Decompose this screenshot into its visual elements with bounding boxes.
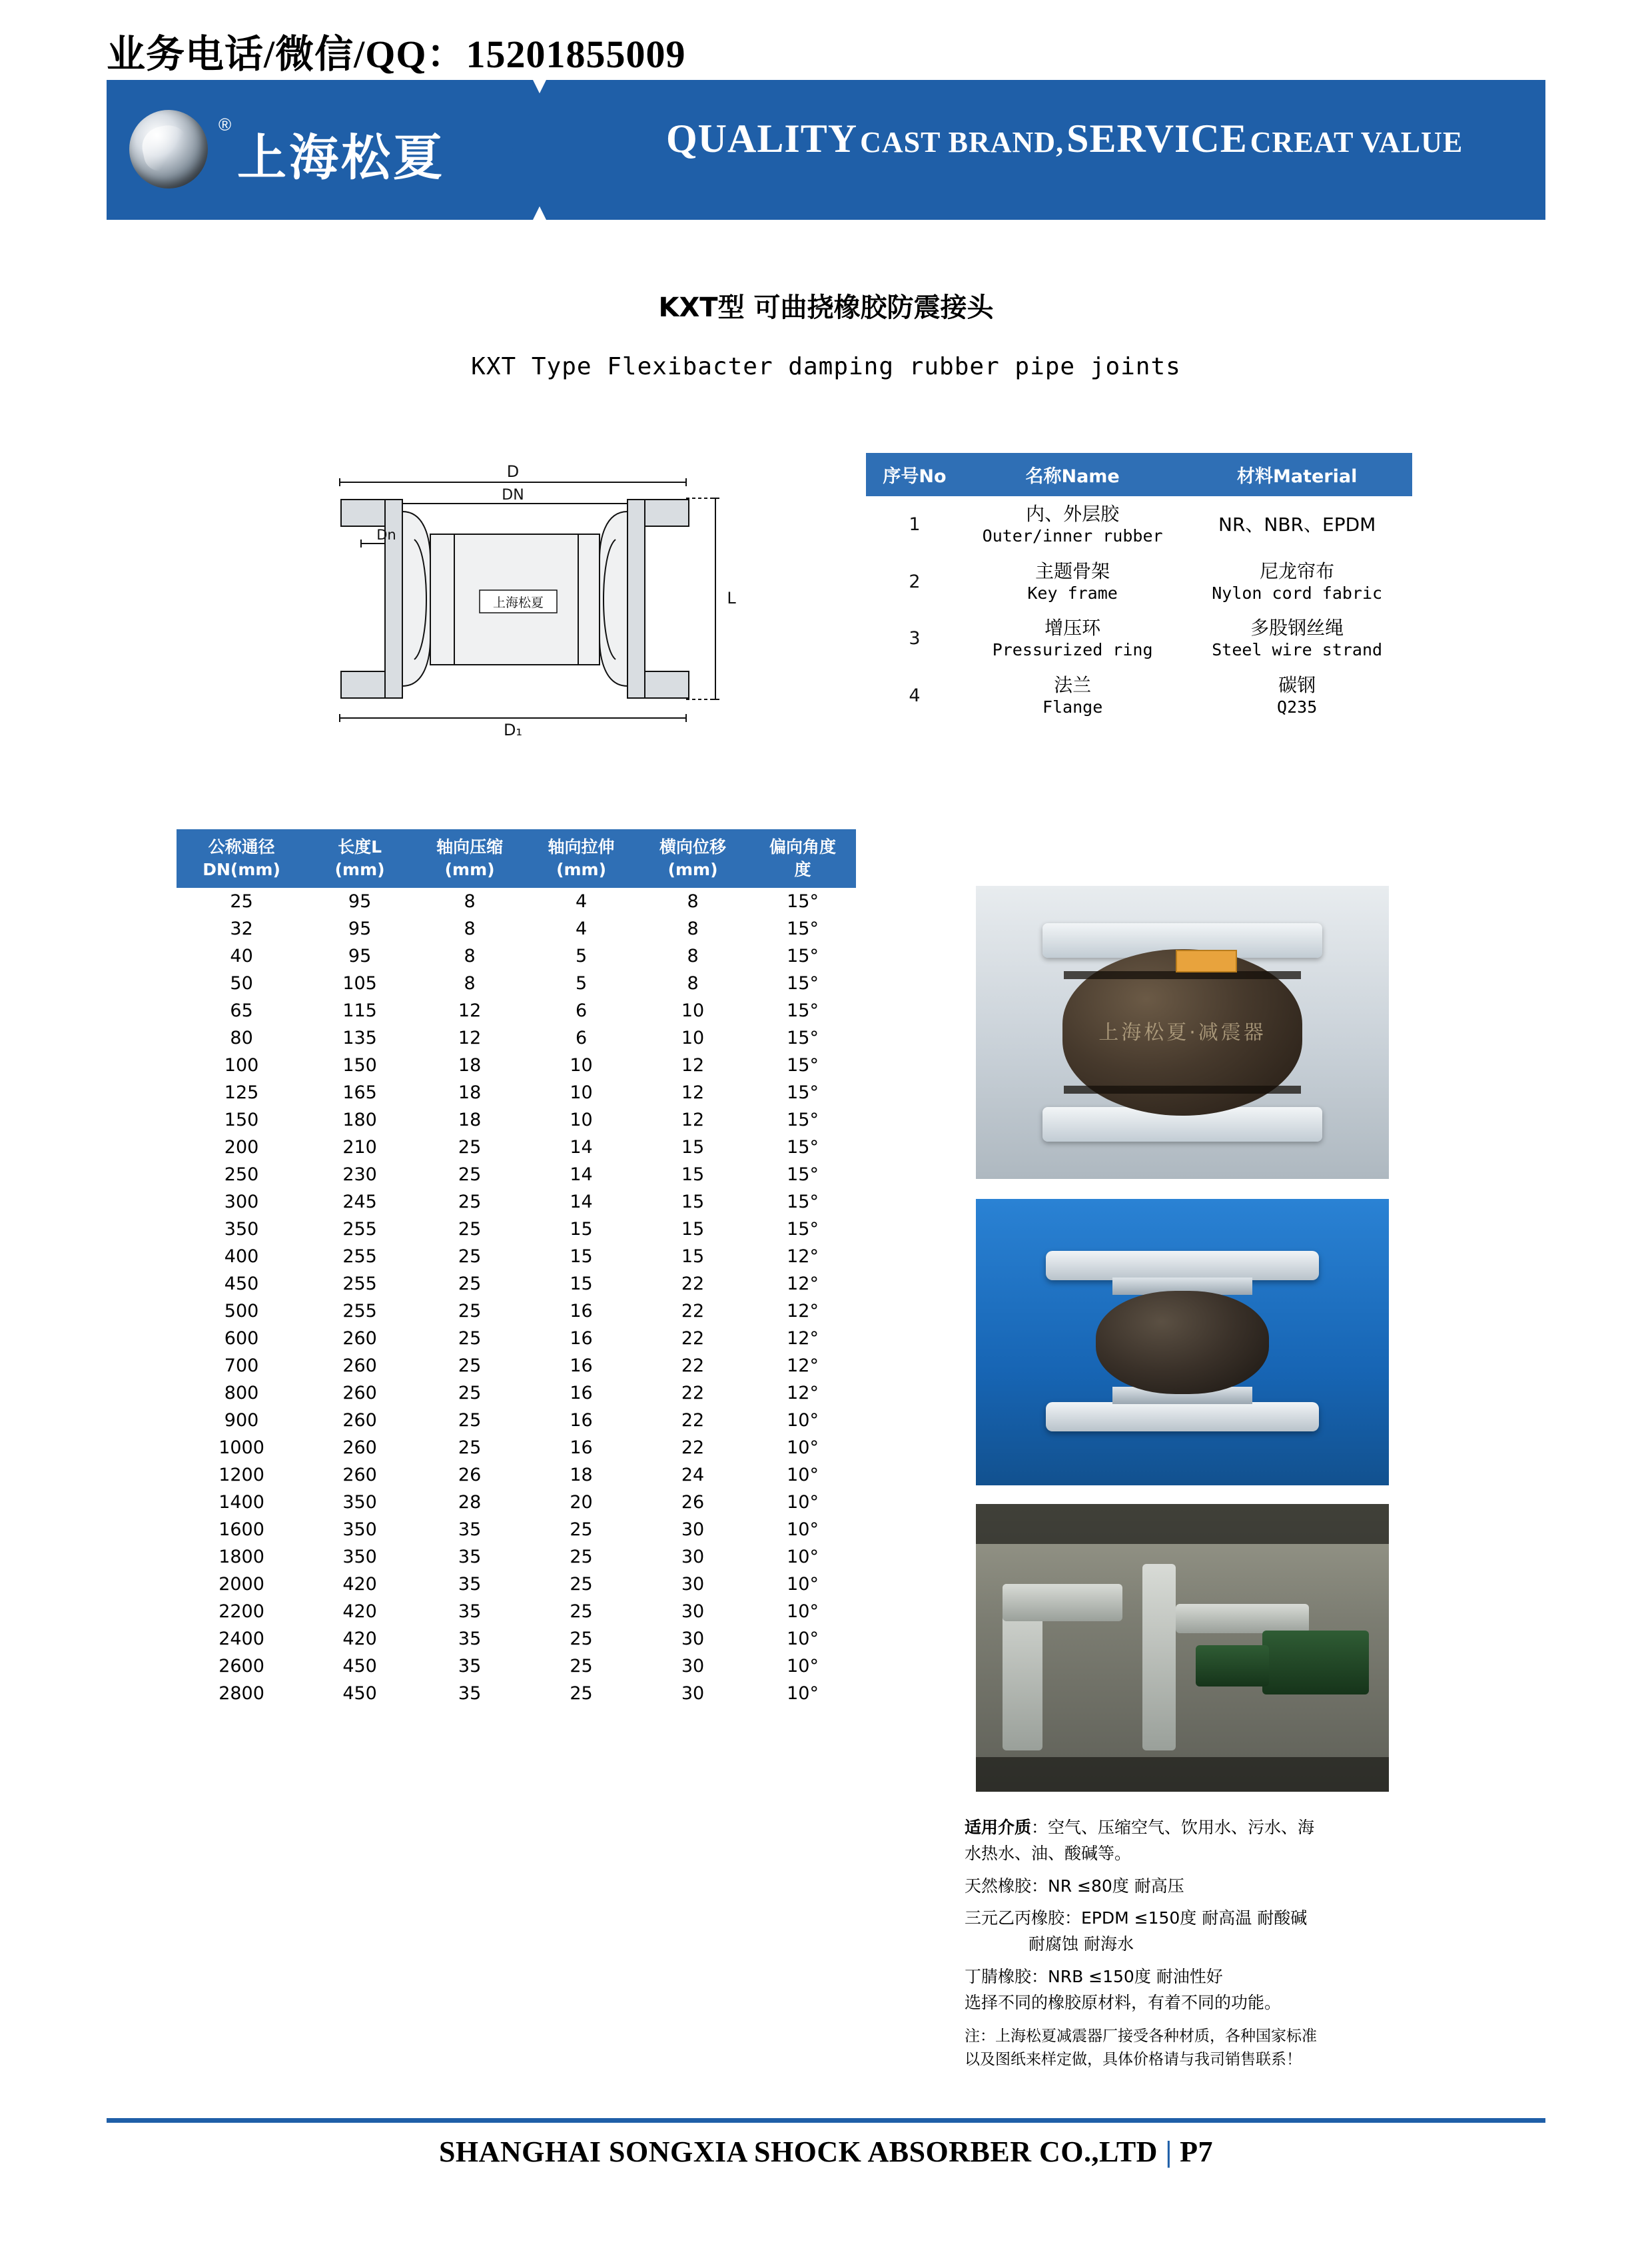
spec-cell-dn: 40 (230, 945, 253, 966)
spec-cell-deflection-angle: 10° (787, 1628, 819, 1649)
spec-cell-dn: 300 (224, 1191, 259, 1212)
svg-text:D: D (506, 462, 520, 481)
table-row (177, 1270, 856, 1298)
spec-cell-axial-compression: 25 (458, 1300, 482, 1321)
header-slogan-block (546, 80, 1545, 220)
spec-cell-dn: 1000 (218, 1437, 264, 1458)
spec-cell-axial-compression: 25 (458, 1273, 482, 1294)
spec-cell-deflection-angle: 12° (787, 1327, 819, 1349)
spec-cell-axial-compression: 25 (458, 1246, 482, 1267)
spec-cell-lateral-displacement: 30 (681, 1519, 705, 1540)
material-table (866, 453, 1412, 724)
spec-cell-length: 420 (342, 1628, 377, 1649)
note-nbr: 丁腈橡胶：NRB ≤150度 耐油性好 (965, 1966, 1223, 1986)
spec-cell-deflection-angle: 15° (787, 1054, 819, 1076)
spec-cell-lateral-displacement: 26 (681, 1491, 705, 1513)
spec-cell-axial-compression: 35 (458, 1682, 482, 1704)
note-material-choice: 选择不同的橡胶原材料，有着不同的功能。 (965, 1992, 1282, 2012)
spec-cell-deflection-angle: 10° (787, 1437, 819, 1458)
table-row (867, 610, 1412, 667)
table-row (177, 1489, 856, 1516)
spec-cell-deflection-angle: 10° (787, 1464, 819, 1485)
spec-cell-axial-tension: 16 (570, 1382, 593, 1403)
spec-cell-deflection-angle: 10° (787, 1409, 819, 1431)
spec-cell-length: 350 (342, 1491, 377, 1513)
spec-cell-length: 350 (342, 1519, 377, 1540)
spec-cell-axial-tension: 25 (570, 1519, 593, 1540)
spec-cell-axial-tension: 16 (570, 1409, 593, 1431)
spec-header-row (177, 829, 856, 888)
spec-cell-axial-compression: 25 (458, 1382, 482, 1403)
spec-cell-axial-tension: 25 (570, 1601, 593, 1622)
spec-cell-lateral-displacement: 30 (681, 1573, 705, 1595)
note-epdm: 三元乙丙橡胶：EPDM ≤150度 耐高温 耐酸碱 (965, 1908, 1308, 1928)
specification-table (177, 829, 856, 1707)
material-header-no: 序号No (867, 454, 963, 496)
table-row (177, 1625, 856, 1653)
spec-cell-length: 420 (342, 1601, 377, 1622)
spec-cell-lateral-displacement: 12 (681, 1054, 705, 1076)
spec-cell-axial-compression: 25 (458, 1164, 482, 1185)
spec-cell-lateral-displacement: 8 (687, 891, 699, 912)
spec-cell-lateral-displacement: 30 (681, 1546, 705, 1567)
table-row (177, 1216, 856, 1243)
slogan-cast-brand: CAST BRAND, (860, 126, 1064, 159)
spec-cell-deflection-angle: 15° (787, 1000, 819, 1021)
spec-cell-lateral-displacement: 22 (681, 1327, 705, 1349)
spec-cell-dn: 2000 (218, 1573, 264, 1595)
spec-cell-length: 450 (342, 1655, 377, 1677)
table-row (177, 1161, 856, 1188)
note-epdm-cont: 耐腐蚀 耐海水 (1029, 1934, 1134, 1954)
spec-cell-lateral-displacement: 10 (681, 1027, 705, 1048)
spec-cell-length: 260 (342, 1437, 377, 1458)
spec-cell-lateral-displacement: 30 (681, 1655, 705, 1677)
spec-cell-length: 450 (342, 1682, 377, 1704)
slogan-quality: QUALITY (666, 117, 858, 161)
table-row (177, 1325, 856, 1352)
spec-cell-axial-compression: 25 (458, 1355, 482, 1376)
spec-cell-axial-tension: 4 (575, 918, 588, 939)
spec-cell-length: 260 (342, 1327, 377, 1349)
spec-header-deflection-angle: 偏向角度 度 (749, 829, 856, 888)
note-nr: 天然橡胶：NR ≤80度 耐高压 (965, 1876, 1184, 1896)
brand-name-cn: 上海松夏 (237, 129, 445, 187)
spec-cell-deflection-angle: 15° (787, 891, 819, 912)
oil-resistant-tag (1176, 950, 1237, 972)
material-name-cn: 法兰 (1054, 673, 1092, 696)
spec-cell-lateral-displacement: 22 (681, 1409, 705, 1431)
spec-cell-dn: 800 (224, 1382, 259, 1403)
material-header-name: 名称Name (963, 454, 1182, 496)
note-media-text: ：空气、压缩空气、饮用水、污水、海 (1031, 1818, 1315, 1837)
spec-cell-lateral-displacement: 22 (681, 1273, 705, 1294)
material-row-no: 3 (909, 628, 921, 649)
spec-cell-deflection-angle: 15° (787, 1136, 819, 1158)
spec-cell-axial-compression: 35 (458, 1573, 482, 1595)
spec-cell-length: 255 (342, 1300, 377, 1321)
spec-cell-axial-tension: 18 (570, 1464, 593, 1485)
spec-cell-dn: 700 (224, 1355, 259, 1376)
spec-cell-dn: 2400 (218, 1628, 264, 1649)
spec-cell-length: 260 (342, 1382, 377, 1403)
table-row (177, 970, 856, 997)
spec-cell-axial-tension: 15 (570, 1218, 593, 1240)
material-row-no: 1 (909, 514, 921, 536)
spec-cell-axial-compression: 12 (458, 1000, 482, 1021)
spec-cell-dn: 900 (224, 1409, 259, 1431)
pump-room-installation-photo (976, 1504, 1389, 1792)
spec-cell-lateral-displacement: 10 (681, 1000, 705, 1021)
spec-cell-axial-tension: 20 (570, 1491, 593, 1513)
note-media-label: 适用介质 (965, 1818, 1032, 1837)
spec-cell-axial-tension: 14 (570, 1191, 593, 1212)
material-value-cn: 尼龙帘布 (1260, 560, 1335, 582)
spec-cell-axial-tension: 10 (570, 1109, 593, 1130)
note-custom-1: 注：上海松夏减震器厂接受各种材质，各种国家标准 (965, 2028, 1317, 2046)
slogan (666, 116, 1463, 162)
spec-cell-lateral-displacement: 22 (681, 1437, 705, 1458)
table-row (177, 1571, 856, 1598)
page-title-en: KXT Type Flexibacter damping rubber pipe joints (471, 353, 1181, 380)
spec-cell-deflection-angle: 10° (787, 1491, 819, 1513)
spec-cell-dn: 600 (224, 1327, 259, 1349)
rubber-joint-blue-background-photo (976, 1199, 1389, 1485)
table-row (177, 915, 856, 942)
table-row (177, 1079, 856, 1106)
spec-cell-lateral-displacement: 15 (681, 1218, 705, 1240)
spec-cell-deflection-angle: 12° (787, 1355, 819, 1376)
spec-cell-axial-compression: 8 (464, 891, 476, 912)
application-notes (965, 1815, 1418, 2071)
spec-cell-length: 260 (342, 1464, 377, 1485)
spec-cell-axial-tension: 25 (570, 1682, 593, 1704)
material-row-no: 4 (909, 685, 921, 706)
svg-text:D₁: D₁ (503, 721, 523, 739)
spec-cell-axial-tension: 5 (575, 972, 588, 994)
contact-phone-line: 业务电话/微信/QQ：15201855009 (107, 33, 686, 76)
product-technical-drawing (313, 460, 753, 746)
spec-cell-lateral-displacement: 22 (681, 1355, 705, 1376)
spec-cell-lateral-displacement: 30 (681, 1682, 705, 1704)
spec-cell-length: 350 (342, 1546, 377, 1567)
spec-cell-length: 255 (342, 1273, 377, 1294)
table-row (177, 1434, 856, 1461)
spec-cell-deflection-angle: 10° (787, 1546, 819, 1567)
spec-cell-length: 245 (342, 1191, 377, 1212)
spec-cell-dn: 125 (224, 1082, 259, 1103)
spec-cell-lateral-displacement: 15 (681, 1246, 705, 1267)
table-row (867, 496, 1412, 554)
spec-cell-deflection-angle: 15° (787, 1109, 819, 1130)
spec-header-axial-compression: 轴向压缩 (mm) (413, 829, 526, 888)
spec-cell-axial-tension: 4 (575, 891, 588, 912)
material-table-header-row (867, 454, 1412, 496)
spec-cell-axial-compression: 35 (458, 1655, 482, 1677)
table-row (177, 1379, 856, 1407)
table-row (177, 1052, 856, 1079)
spec-cell-dn: 350 (224, 1218, 259, 1240)
table-row (177, 1106, 856, 1134)
slogan-creat-value: CREAT VALUE (1250, 126, 1463, 159)
note-media-line2: 水热水、油、酸碱等。 (965, 1843, 1132, 1863)
spec-cell-axial-compression: 26 (458, 1464, 482, 1485)
spec-cell-axial-tension: 16 (570, 1437, 593, 1458)
spec-cell-axial-compression: 25 (458, 1191, 482, 1212)
spec-cell-length: 105 (342, 972, 377, 994)
spec-cell-axial-tension: 10 (570, 1054, 593, 1076)
table-row (177, 942, 856, 970)
spec-cell-axial-compression: 28 (458, 1491, 482, 1513)
spec-cell-dn: 2200 (218, 1601, 264, 1622)
spec-cell-length: 115 (342, 1000, 377, 1021)
table-row (177, 1516, 856, 1543)
table-row (177, 997, 856, 1024)
material-value-en: Nylon cord fabric (1212, 583, 1383, 603)
table-row (867, 554, 1412, 611)
spec-cell-dn: 50 (230, 972, 253, 994)
spec-cell-axial-tension: 16 (570, 1300, 593, 1321)
spec-cell-axial-compression: 35 (458, 1628, 482, 1649)
spec-cell-axial-compression: 18 (458, 1109, 482, 1130)
material-value-cn: NR、NBR、EPDM (1218, 514, 1376, 536)
spec-cell-lateral-displacement: 15 (681, 1191, 705, 1212)
spec-cell-dn: 2800 (218, 1682, 264, 1704)
spec-cell-dn: 80 (230, 1027, 253, 1048)
spec-cell-deflection-angle: 15° (787, 1164, 819, 1185)
spec-cell-dn: 32 (230, 918, 253, 939)
footer-divider (107, 2118, 1545, 2123)
spec-cell-axial-tension: 25 (570, 1655, 593, 1677)
spec-cell-length: 260 (342, 1355, 377, 1376)
material-header-material: 材料Material (1182, 454, 1412, 496)
spec-header-length: 长度L (mm) (306, 829, 413, 888)
table-row (177, 1653, 856, 1680)
spec-cell-axial-tension: 14 (570, 1164, 593, 1185)
material-name-en: Outer/inner rubber (982, 526, 1163, 546)
spec-cell-axial-compression: 35 (458, 1546, 482, 1567)
spec-cell-deflection-angle: 15° (787, 918, 819, 939)
footer (0, 2135, 1652, 2169)
table-row (177, 1134, 856, 1161)
spec-cell-axial-compression: 25 (458, 1437, 482, 1458)
page-number: P7 (1180, 2135, 1214, 2168)
spec-cell-lateral-displacement: 8 (687, 945, 699, 966)
photo-watermark-text: 上海松夏·减震器 (1098, 1021, 1266, 1044)
spec-cell-dn: 1200 (218, 1464, 264, 1485)
spec-cell-deflection-angle: 15° (787, 1027, 819, 1048)
spec-cell-axial-tension: 25 (570, 1546, 593, 1567)
spec-cell-axial-tension: 16 (570, 1355, 593, 1376)
spec-cell-dn: 400 (224, 1246, 259, 1267)
svg-text:Dn: Dn (376, 527, 396, 543)
spec-header-axial-tension: 轴向拉伸 (mm) (526, 829, 636, 888)
spec-cell-length: 95 (348, 891, 372, 912)
spec-cell-lateral-displacement: 30 (681, 1628, 705, 1649)
spec-header-dn: 公称通径 DN(mm) (177, 829, 306, 888)
spec-cell-axial-compression: 12 (458, 1027, 482, 1048)
svg-text:DN: DN (502, 487, 524, 504)
header-banner (107, 80, 1545, 220)
spec-cell-deflection-angle: 10° (787, 1601, 819, 1622)
spec-cell-dn: 65 (230, 1000, 253, 1021)
spec-cell-axial-tension: 6 (575, 1000, 588, 1021)
spec-cell-deflection-angle: 15° (787, 945, 819, 966)
spec-cell-dn: 1600 (218, 1519, 264, 1540)
spec-cell-deflection-angle: 15° (787, 1082, 819, 1103)
spec-cell-length: 255 (342, 1218, 377, 1240)
spec-cell-lateral-displacement: 8 (687, 972, 699, 994)
slogan-service: SERVICE (1066, 117, 1248, 161)
spec-cell-lateral-displacement: 22 (681, 1300, 705, 1321)
spec-cell-axial-compression: 25 (458, 1327, 482, 1349)
material-value-cn: 碳钢 (1278, 673, 1316, 696)
table-row (177, 1461, 856, 1489)
table-row (867, 667, 1412, 725)
table-row (177, 1298, 856, 1325)
spec-cell-length: 165 (342, 1082, 377, 1103)
note-custom-2: 以及图纸来样定做，具体价格请与我司销售联系！ (965, 2050, 1302, 2068)
spec-cell-axial-tension: 25 (570, 1573, 593, 1595)
spec-cell-axial-tension: 5 (575, 945, 588, 966)
material-value-en: Q235 (1277, 697, 1318, 717)
spec-cell-deflection-angle: 15° (787, 972, 819, 994)
spec-cell-length: 95 (348, 918, 372, 939)
material-value-cn: 多股钢丝绳 (1250, 617, 1344, 639)
footer-separator: | (1165, 2135, 1172, 2168)
svg-text:L: L (727, 589, 736, 607)
spec-cell-axial-tension: 15 (570, 1273, 593, 1294)
spec-cell-dn: 25 (230, 891, 253, 912)
spec-cell-axial-compression: 25 (458, 1218, 482, 1240)
spec-cell-lateral-displacement: 12 (681, 1109, 705, 1130)
table-row (177, 1243, 856, 1270)
spec-cell-deflection-angle: 12° (787, 1300, 819, 1321)
spec-cell-axial-tension: 14 (570, 1136, 593, 1158)
spec-cell-length: 260 (342, 1409, 377, 1431)
table-row (177, 1598, 856, 1625)
spec-cell-axial-compression: 35 (458, 1601, 482, 1622)
spec-cell-lateral-displacement: 22 (681, 1382, 705, 1403)
spec-cell-length: 95 (348, 945, 372, 966)
spec-cell-dn: 100 (224, 1054, 259, 1076)
rubber-joint-closeup-photo (976, 886, 1389, 1179)
material-name-en: Key frame (1027, 583, 1118, 603)
spec-cell-lateral-displacement: 8 (687, 918, 699, 939)
spec-cell-axial-tension: 16 (570, 1327, 593, 1349)
header-logo-block (107, 80, 533, 220)
spec-cell-lateral-displacement: 15 (681, 1136, 705, 1158)
spec-cell-dn: 200 (224, 1136, 259, 1158)
registered-trademark-icon: ® (218, 115, 232, 135)
footer-company-name: SHANGHAI SONGXIA SHOCK ABSORBER CO.,LTD (438, 2135, 1158, 2168)
spec-cell-deflection-angle: 12° (787, 1246, 819, 1267)
spec-cell-deflection-angle: 10° (787, 1573, 819, 1595)
material-name-cn: 增压环 (1044, 617, 1101, 639)
spec-cell-deflection-angle: 10° (787, 1655, 819, 1677)
spec-cell-dn: 150 (224, 1109, 259, 1130)
spec-cell-deflection-angle: 15° (787, 1191, 819, 1212)
spec-cell-length: 150 (342, 1054, 377, 1076)
table-row (177, 1680, 856, 1707)
spec-cell-lateral-displacement: 15 (681, 1164, 705, 1185)
spec-cell-deflection-angle: 10° (787, 1682, 819, 1704)
spec-cell-axial-tension: 15 (570, 1246, 593, 1267)
spec-cell-deflection-angle: 12° (787, 1273, 819, 1294)
spec-cell-dn: 2600 (218, 1655, 264, 1677)
spec-cell-deflection-angle: 12° (787, 1382, 819, 1403)
spec-cell-dn: 500 (224, 1300, 259, 1321)
table-row (177, 1543, 856, 1571)
spec-cell-deflection-angle: 15° (787, 1218, 819, 1240)
spec-cell-axial-compression: 8 (464, 972, 476, 994)
spec-cell-axial-compression: 8 (464, 918, 476, 939)
material-name-en: Pressurized ring (992, 640, 1153, 659)
spec-cell-axial-compression: 18 (458, 1054, 482, 1076)
spec-cell-axial-tension: 25 (570, 1628, 593, 1649)
spec-cell-axial-compression: 35 (458, 1519, 482, 1540)
spec-cell-length: 420 (342, 1573, 377, 1595)
spec-cell-axial-compression: 8 (464, 945, 476, 966)
spec-cell-axial-compression: 25 (458, 1136, 482, 1158)
songxia-sphere-logo-icon (129, 110, 208, 188)
material-value-en: Steel wire strand (1212, 640, 1383, 659)
spec-cell-deflection-angle: 10° (787, 1519, 819, 1540)
spec-cell-length: 210 (342, 1136, 377, 1158)
spec-cell-axial-compression: 25 (458, 1409, 482, 1431)
spec-cell-lateral-displacement: 12 (681, 1082, 705, 1103)
spec-cell-dn: 1800 (218, 1546, 264, 1567)
material-name-en: Flange (1042, 697, 1103, 717)
spec-cell-axial-tension: 6 (575, 1027, 588, 1048)
table-row (177, 1352, 856, 1379)
spec-cell-dn: 450 (224, 1273, 259, 1294)
spec-cell-axial-tension: 10 (570, 1082, 593, 1103)
table-row (177, 1188, 856, 1216)
spec-cell-length: 230 (342, 1164, 377, 1185)
spec-cell-length: 180 (342, 1109, 377, 1130)
spec-cell-length: 135 (342, 1027, 377, 1048)
spec-cell-dn: 250 (224, 1164, 259, 1185)
spec-cell-dn: 1400 (218, 1491, 264, 1513)
page-title-cn: KXT型 可曲挠橡胶防震接头 (658, 292, 994, 323)
spec-cell-length: 255 (342, 1246, 377, 1267)
spec-cell-axial-compression: 18 (458, 1082, 482, 1103)
spec-cell-lateral-displacement: 30 (681, 1601, 705, 1622)
spec-header-lateral-displacement: 横向位移 (mm) (636, 829, 749, 888)
material-row-no: 2 (909, 571, 921, 592)
table-row (177, 1024, 856, 1052)
material-name-cn: 内、外层胶 (1026, 503, 1120, 525)
table-row (177, 1407, 856, 1434)
spec-cell-lateral-displacement: 24 (681, 1464, 705, 1485)
note-media-line (965, 1815, 1418, 1841)
svg-text:上海松夏: 上海松夏 (492, 595, 544, 610)
table-row (177, 888, 856, 915)
material-name-cn: 主题骨架 (1035, 560, 1110, 582)
